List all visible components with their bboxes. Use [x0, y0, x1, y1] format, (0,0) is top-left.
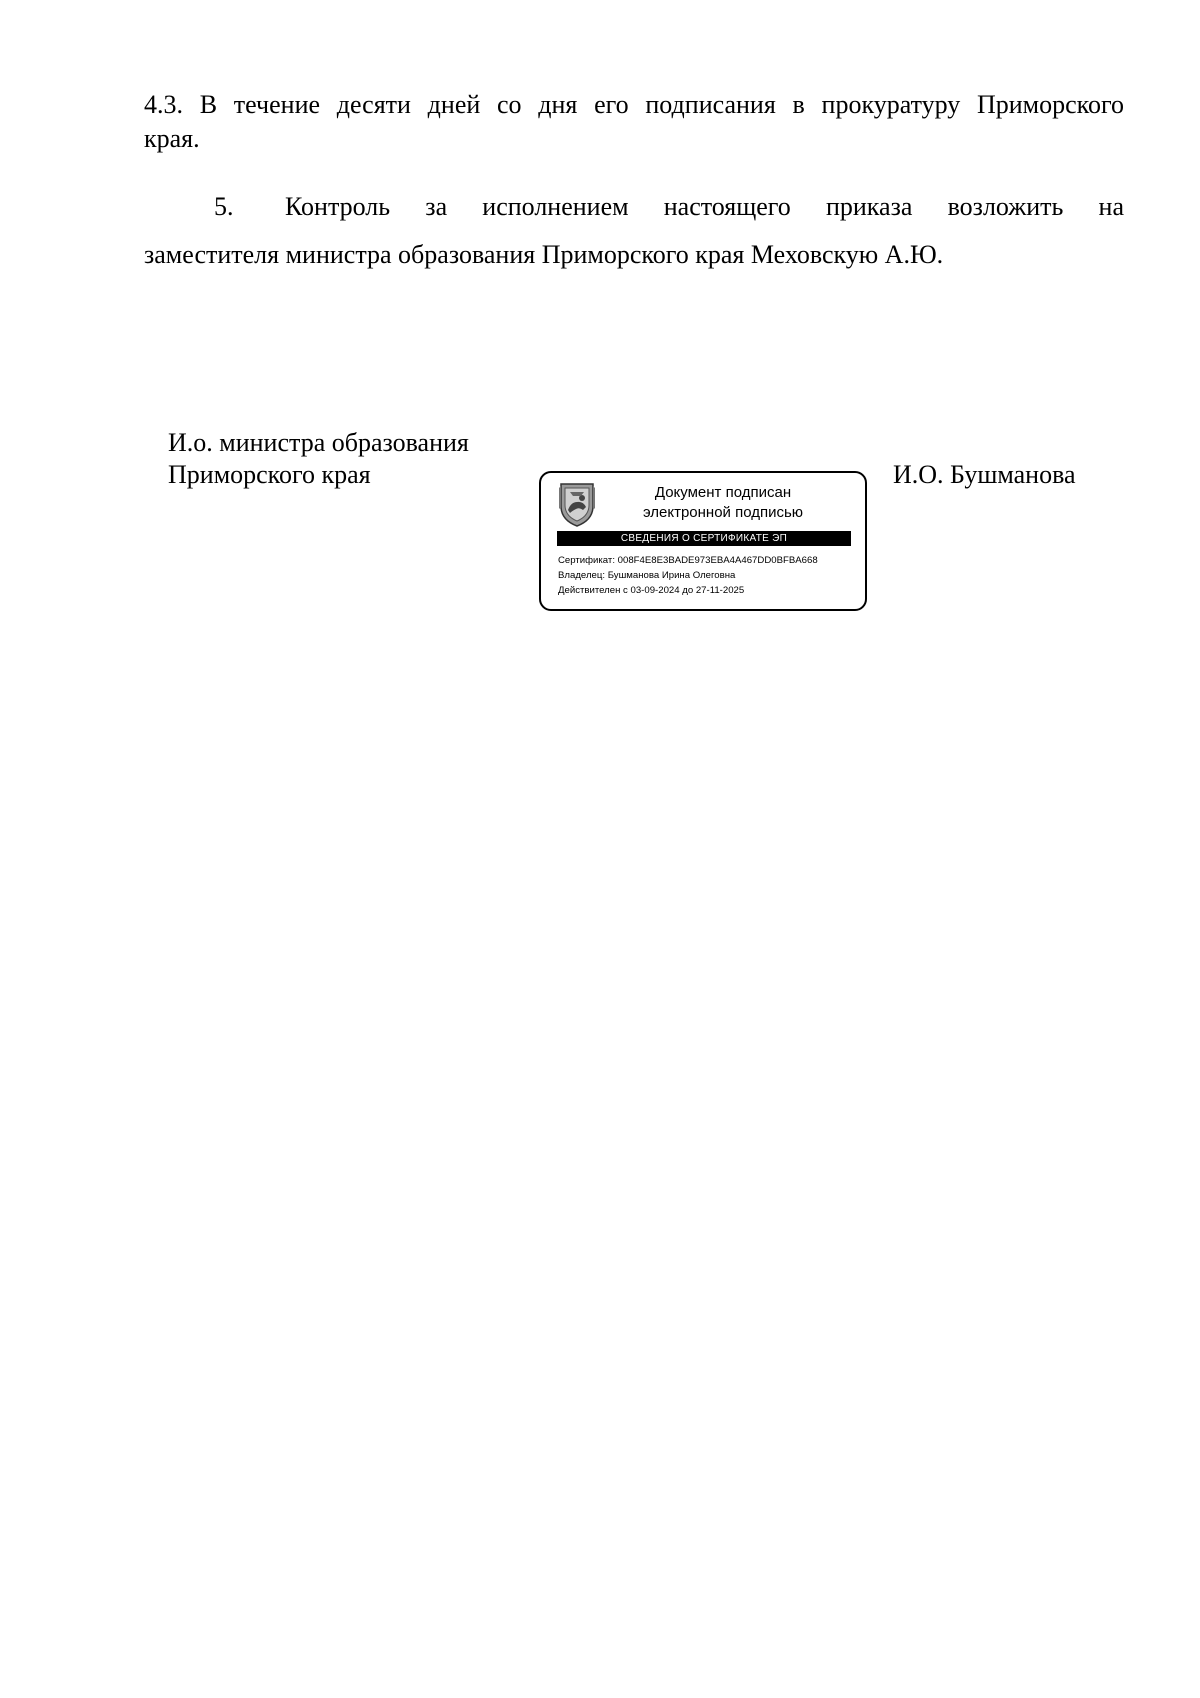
paragraph-5	[144, 183, 1124, 279]
signatory-name: И.О. Бушманова	[893, 460, 1076, 489]
paragraph-4-3-line-1: 4.3. В течение десяти дней со дня его подписания в прокуратуру Приморского	[144, 90, 1124, 119]
paragraph-4-3	[144, 88, 1124, 156]
stamp-certificate-details	[558, 553, 858, 598]
paragraph-5-line-2: заместителя министра образования Приморского края Меховскую А.Ю.	[144, 240, 944, 269]
paragraph-5-text-1: Контроль за исполнением настоящего приказа возложить на	[285, 192, 1124, 221]
paragraph-4-3-line-2: края.	[144, 124, 200, 153]
signatory-position	[168, 427, 469, 491]
stamp-certificate-header: СВЕДЕНИЯ О СЕРТИФИКАТЕ ЭП	[557, 531, 851, 546]
signatory-position-line-1: И.о. министра образования	[168, 428, 469, 457]
stamp-validity: Действителен с 03-09-2024 до 27-11-2025	[558, 585, 745, 596]
paragraph-5-number: 5.	[214, 192, 234, 221]
coat-of-arms-icon	[557, 480, 597, 528]
stamp-owner: Владелец: Бушманова Ирина Олеговна	[558, 570, 736, 581]
paragraph-5-line-1	[144, 183, 1124, 231]
electronic-signature-stamp	[539, 471, 867, 611]
stamp-title-line-2: электронной подписью	[642, 504, 804, 521]
stamp-title	[603, 483, 843, 523]
stamp-title-line-1: Документ подписан	[654, 484, 792, 501]
stamp-certificate-number: Сертификат: 008F4E8E3BADE973EBA4A467DD0BFBA668	[558, 555, 818, 566]
signatory-position-line-2: Приморского края	[168, 460, 371, 489]
